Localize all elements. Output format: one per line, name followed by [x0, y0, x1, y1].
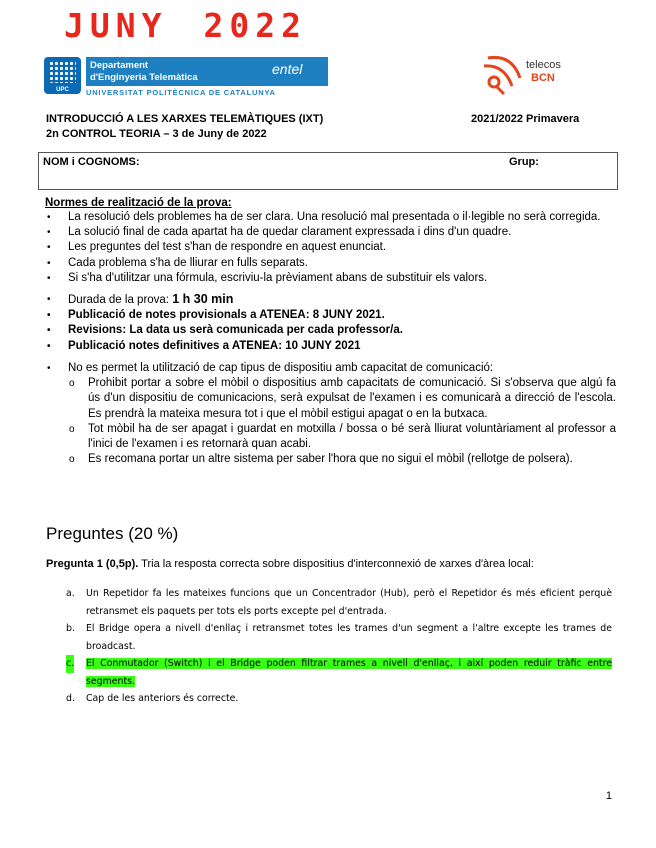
option-a[interactable]: a. Un Repetidor fa les mateixes funcions que un Concentrador (Hub), però el Repetidor és més eficient perquè retransmet els paquets per tots els ports excepte pel d'entrada. — [66, 588, 612, 617]
rules-list — [44, 210, 620, 286]
list-item: o Prohibit portar a sobre el mòbil o dispositius amb capacitats de comunicació. Si s'observa que algú fa ús d'un dispositiu de comunicacions, serà expulsat de l'examen i es comunicarà a direcció de l'escola. Es prendrà la mateixa mesura tot i que el mòbil estigui apagat o en la butxaca. — [68, 376, 616, 422]
list-item: • Cada problema s'ha de lliurar en fulls separats. — [44, 256, 620, 271]
devices-list — [44, 361, 616, 467]
dates-list — [44, 292, 620, 354]
option-b[interactable]: b. El Bridge opera a nivell d'enllaç i retransmet totes les trames d'un segment a l'altre excepte les trames de broadcast. — [66, 623, 612, 652]
devices-sublist — [68, 376, 616, 467]
name-label: NOM i COGNOMS: — [43, 156, 140, 168]
term: 2021/2022 Primavera — [471, 113, 580, 125]
handwritten-title — [64, 6, 307, 45]
devices-item: • No es permet la utilització de cap tipus de dispositiu amb capacitat de comunicació: o Prohibit portar a sobre el mòbil o dispositius amb capacitats de comunicació. Si s'observa que algú fa ús d'un dispositiu de comunicacions, serà expulsat de l'examen i es comunicarà a direcció de l'escola. Es prendrà la mateixa mesura tot i que el mòbil estigui apagat o en la butxaca. o Tot mòbil ha de ser apagat i guardat en motxilla / bossa o bé serà lliurat voluntàriament al professor a l'inici de l'examen i es retornarà quan acabi. o Es recomana portar un altre sistema per saber l'hora que no sigui el mòbil (rellotge de polsera). — [44, 361, 616, 467]
option-d[interactable]: d. Cap de les anteriors és correcte. — [66, 693, 239, 704]
group-label: Grup: — [509, 156, 539, 168]
list-item: • La solució final de cada apartat ha de quedar clarament expressada i dins d'un quadre. — [44, 225, 620, 240]
list-item: • Les preguntes del test s'han de respondre en aquest enunciat. — [44, 240, 620, 255]
department-banner — [86, 57, 328, 86]
page-number: 1 — [605, 790, 612, 802]
handwritten-juny: JUNY — [64, 6, 168, 45]
entel-logo: entel — [272, 61, 303, 77]
section-title: Preguntes (20 %) — [46, 524, 179, 543]
dept-line2: d'Enginyeria Telemàtica — [90, 72, 198, 83]
list-item: • Revisions: La data us serà comunicada per cada professor/a. — [44, 323, 620, 338]
upc-logo: UPC — [44, 57, 81, 94]
telecos-text: telecos — [526, 59, 561, 71]
telecos-logo-icon — [482, 48, 526, 98]
answer-options — [66, 585, 612, 708]
dept-line1: Departament — [90, 60, 149, 71]
list-item: • Publicació notes definitives a ATENEA: 10 JUNY 2021 — [44, 339, 620, 354]
course-title: INTRODUCCIÓ A LES XARXES TELEMÀTIQUES (IXT) — [46, 113, 324, 125]
list-item: o Tot mòbil ha de ser apagat i guardat en motxilla / bossa o bé serà lliurat voluntàriament al professor a l'inici de l'examen i es retornarà quan acabi. — [68, 422, 616, 452]
control-title: 2n CONTROL TEORIA – 3 de Juny de 2022 — [46, 128, 267, 140]
duration-item: • Durada de la prova: 1 h 30 min — [44, 292, 620, 308]
university-name: UNIVERSITAT POLITÈCNICA DE CATALUNYA — [86, 88, 276, 97]
list-item: o Es recomana portar un altre sistema per saber l'hora que no sigui el mòbil (rellotge de polsera). — [68, 452, 616, 467]
question-1: Pregunta 1 (0,5p). Tria la resposta correcta sobre dispositius d'interconnexió de xarxes d'àrea local: — [46, 558, 534, 570]
option-c-highlighted[interactable]: c. El Conmutador (Switch) i el Bridge poden filtrar trames a nivell d'enllaç, i així poden reduir tràfic entre segments. — [66, 655, 612, 690]
list-item: • La resolució dels problemes ha de ser clara. Una resolució mal presentada o il·legible no serà corregida. — [44, 210, 620, 225]
norms-heading: Normes de realització de la prova: — [45, 197, 232, 209]
bcn-text: BCN — [531, 72, 555, 84]
list-item: • Si s'ha d'utilitzar una fórmula, escriviu-la prèviament abans de substituir els valors. — [44, 271, 620, 286]
handwritten-year: 2022 — [203, 6, 307, 45]
name-box[interactable] — [38, 152, 618, 190]
list-item: • Publicació de notes provisionals a ATENEA: 8 JUNY 2021. — [44, 308, 620, 323]
